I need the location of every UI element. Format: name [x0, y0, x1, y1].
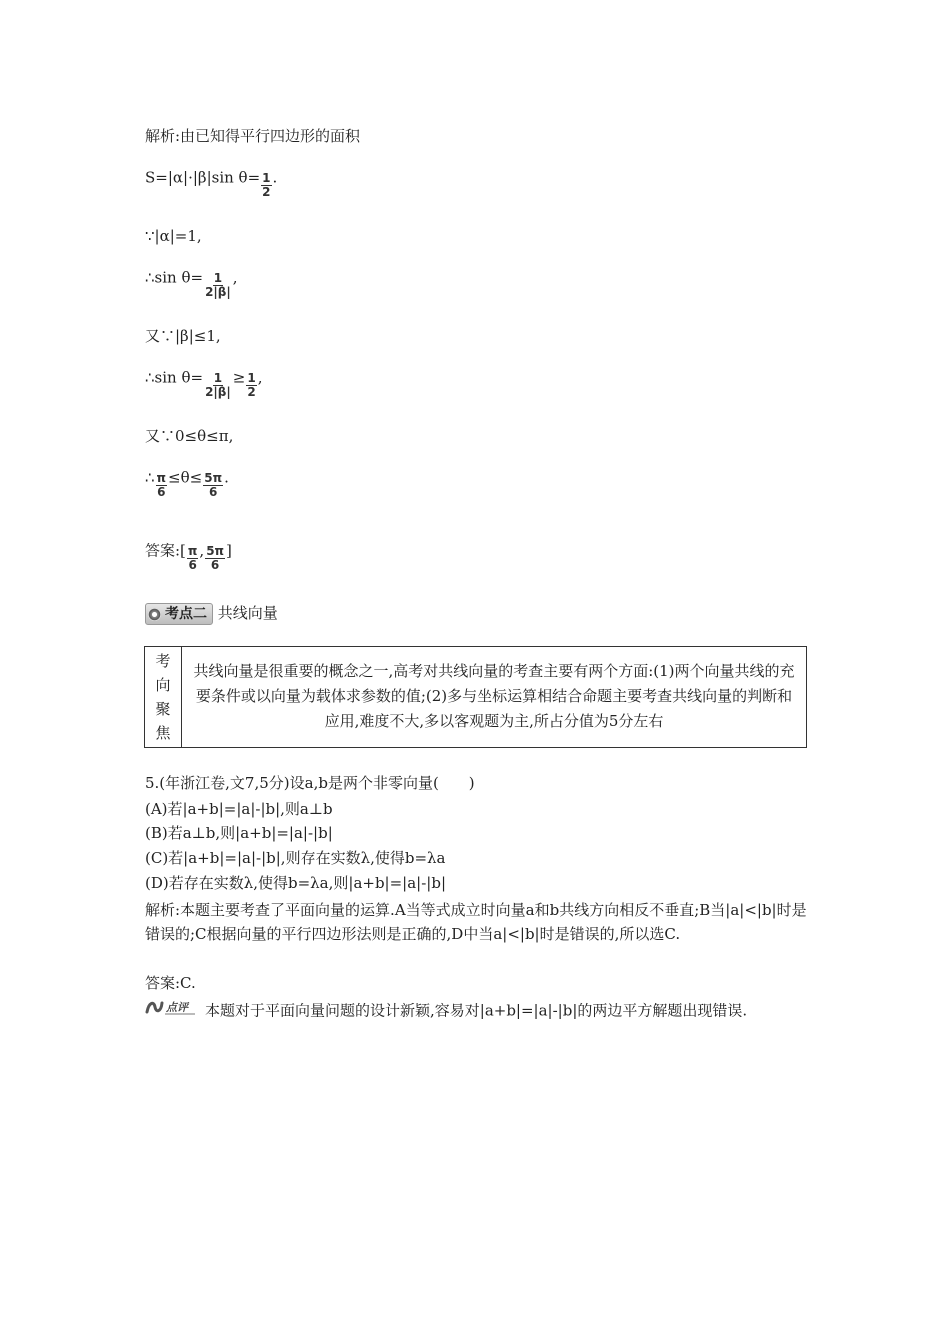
fraction-one-over-2beta: $\frac{1}{2|\beta|}$: [205, 271, 231, 299]
sin-theta-line: ∴sin θ= $\frac{1}{2|\beta|}$ ,: [145, 268, 238, 299]
option-d: (D)若存在实数λ,使得b=λa,则|a+b|=|a|-|b|: [145, 874, 447, 892]
section-heading: [145, 603, 278, 625]
option-a: (A)若|a+b|=|a|-|b|,则a⊥b: [145, 800, 333, 818]
section-badge: 考点二: [145, 603, 213, 625]
question-stem: 5.(年浙江卷,文7,5分)设a,b是两个非零向量( ): [145, 774, 475, 792]
fraction-pi-over-6: $\frac{\pi}{6}$: [187, 544, 198, 572]
exam-focus-label: 考 向 聚 焦: [145, 647, 182, 747]
fraction-half: $\frac{1}{2}$: [247, 371, 256, 399]
fraction-pi-over-6: $\frac{\pi}{6}$: [156, 471, 167, 499]
fraction-5pi-over-6: $\frac{5\pi}{6}$: [206, 544, 225, 572]
theta-range-line: 又∵0≤θ≤π,: [145, 427, 234, 445]
option-c: (C)若|a+b|=|a|-|b|,则存在实数λ,使得b=λa: [145, 849, 446, 867]
sin-bound-line: ∴sin θ= $\frac{1}{2|\beta|}$ ≥ $\frac{1}{2}$ ,: [145, 368, 263, 399]
section-title: 共线向量: [217, 604, 278, 622]
beta-bound-line: 又∵|β|≤1,: [145, 327, 221, 345]
question-answer: 答案:C.: [145, 974, 196, 992]
area-formula-line: S=|α|·|β|sin θ= $\frac{1}{2}$ .: [145, 168, 278, 199]
exam-focus-text: 共线向量是很重要的概念之一,高考对共线向量的考查主要有两个方面:(1)两个向量共线的充要条件或以向量为载体求参数的值;(2)多与坐标运算相结合命题主要考查共线向量的判断和应用,难度不大,多以客观题为主,所占分值为5分左右: [193, 662, 795, 730]
review-paragraph: 点评 本题对于平面向量问题的设计新颖,容易对|a+b|=|a|-|b|的两边平方解题出现错误.: [145, 998, 810, 1025]
option-b: (B)若a⊥b,则|a+b|=|a|-|b|: [145, 824, 333, 842]
alpha-norm-line: ∵|α|=1,: [145, 227, 202, 245]
svg-text:点评: 点评: [166, 1001, 188, 1014]
question-analysis: 解析:本题主要考查了平面向量的运算.A当等式成立时向量a和b共线方向相反不垂直;B当|a|<|b|时是错误的;C根据向量的平行四边形法则是正确的,D中当a|<|b|时是错误的,所以选C.: [145, 901, 807, 943]
exam-focus-box: [144, 646, 807, 748]
fraction-one-over-2beta: $\frac{1}{2|\beta|}$: [205, 371, 231, 399]
theta-result-line: ∴ $\frac{\pi}{6}$ ≤θ≤ $\frac{5\pi}{6}$ .: [145, 468, 229, 499]
answer-line-1: 答案:[ $\frac{\pi}{6}$ , $\frac{5\pi}{6}$ ]: [145, 541, 232, 572]
review-icon: [145, 998, 197, 1025]
fraction-half: $\frac{1}{2}$: [262, 171, 271, 199]
area-formula: S=|α|·|β|sin θ=: [145, 168, 261, 187]
solution-intro: 解析:由已知得平行四边形的面积: [145, 127, 361, 145]
fraction-5pi-over-6: $\frac{5\pi}{6}$: [204, 471, 223, 499]
bullet-icon: [148, 608, 161, 621]
